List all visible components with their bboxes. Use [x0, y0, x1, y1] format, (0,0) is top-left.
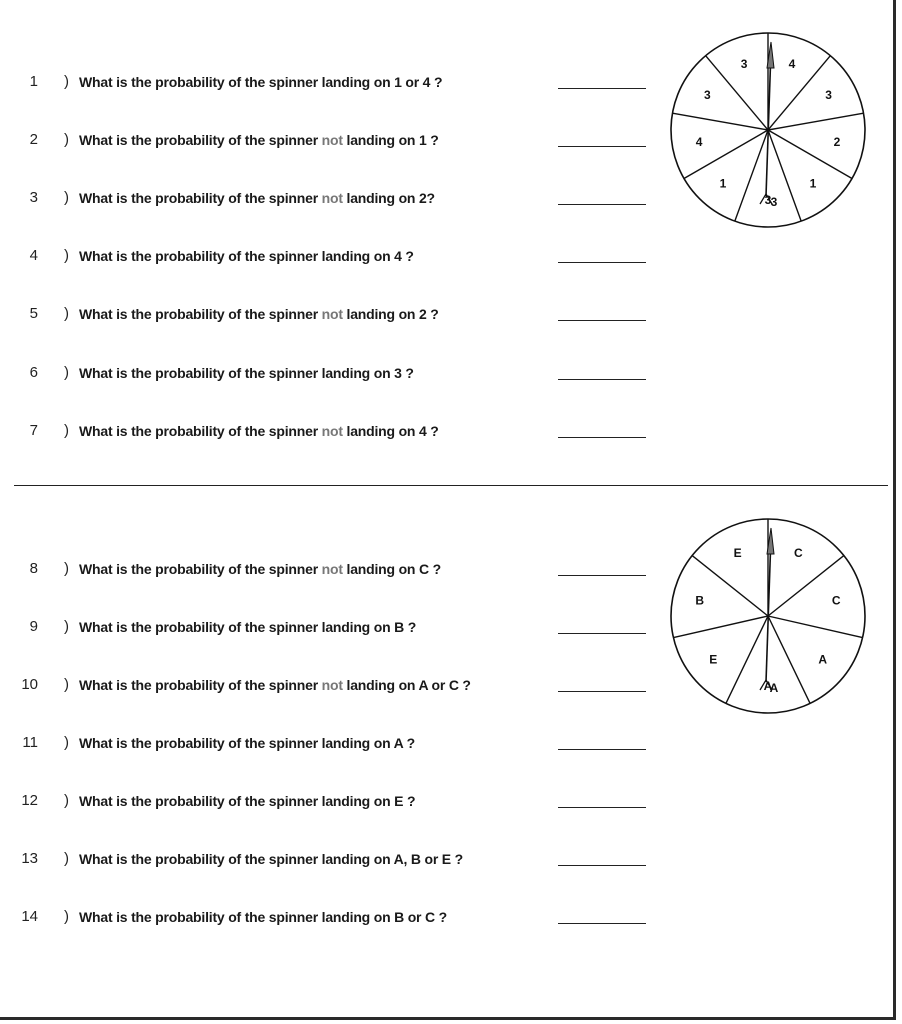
question-number: 4 [29, 247, 38, 264]
spinner-section-label: 4 [695, 135, 703, 150]
question-number: 5 [29, 305, 38, 322]
question-text-part: What is the probability of the spinner landing on B or C ? [79, 909, 447, 925]
question-paren: ) [64, 364, 69, 381]
question-number: 14 [21, 908, 38, 925]
negation-word: not [321, 561, 343, 577]
question-paren: ) [64, 247, 69, 264]
question-text [79, 677, 471, 693]
pointer-label: 3 [770, 195, 778, 209]
question-text [79, 851, 463, 867]
question-number: 1 [29, 73, 38, 90]
spinner-section-label: E [709, 652, 718, 667]
question-text-part: What is the probability of the spinner landing on E ? [79, 793, 416, 809]
question-number: 9 [29, 618, 38, 635]
question-text [79, 306, 439, 322]
question-text-part: What is the probability of the spinner landing on B ? [79, 619, 417, 635]
question-paren: ) [64, 73, 69, 90]
question-item [0, 792, 560, 814]
answer-blank[interactable] [558, 749, 646, 750]
answer-blank[interactable] [558, 437, 646, 438]
question-paren: ) [64, 189, 69, 206]
question-text-part: What is the probability of the spinner landing on 3 ? [79, 365, 414, 381]
question-text [79, 735, 415, 751]
question-number: 12 [21, 792, 38, 809]
answer-blank[interactable] [558, 262, 646, 263]
answer-blank[interactable] [558, 379, 646, 380]
spinner-section-label: 3 [704, 88, 711, 102]
spinner-section-label: 1 [719, 176, 727, 191]
answer-blank[interactable] [558, 204, 646, 205]
question-paren: ) [64, 131, 69, 148]
answer-blank[interactable] [558, 865, 646, 866]
question-number: 11 [22, 734, 38, 751]
question-text-part: What is the probability of the spinner [79, 190, 322, 206]
question-text-part: What is the probability of the spinner landing on A ? [79, 735, 416, 751]
question-item [0, 676, 560, 698]
section-divider [14, 485, 888, 486]
spinner-section-label: 1 [809, 176, 817, 191]
question-number: 6 [29, 364, 38, 381]
question-text [79, 909, 447, 925]
answer-blank[interactable] [558, 320, 646, 321]
spinner-section-label: 3 [825, 88, 832, 102]
spinner-section-label: A [763, 679, 773, 693]
spinner-section-label: 3 [740, 57, 748, 72]
question-text-part: What is the probability of the spinner landing on 1 or 4 ? [79, 74, 443, 90]
spinner-section-label: B [695, 593, 705, 608]
question-text-part: landing on 2? [342, 190, 435, 206]
question-text [79, 74, 442, 90]
question-number: 2 [29, 131, 38, 148]
pointer-label: A [769, 681, 779, 695]
letter-spinner [668, 516, 868, 716]
question-item [0, 247, 560, 269]
question-text [79, 619, 416, 635]
spinner-section-label: 3 [764, 193, 772, 207]
question-text [79, 248, 414, 264]
answer-blank[interactable] [558, 633, 646, 634]
spinner-section-label: A [818, 652, 828, 667]
question-number: 8 [29, 560, 38, 577]
question-text [79, 561, 441, 577]
question-item [0, 305, 560, 327]
question-number: 10 [21, 676, 38, 693]
question-text-part: What is the probability of the spinner [79, 132, 322, 148]
question-number: 3 [29, 189, 38, 206]
question-item [0, 560, 560, 582]
question-paren: ) [64, 792, 69, 809]
question-text [79, 365, 414, 381]
question-paren: ) [64, 908, 69, 925]
question-text-part: landing on A or C ? [342, 677, 471, 693]
question-item [0, 850, 560, 872]
negation-word: not [321, 190, 343, 206]
number-spinner [668, 30, 868, 230]
question-text-part: landing on 1 ? [342, 132, 439, 148]
question-paren: ) [64, 305, 69, 322]
negation-word: not [321, 132, 343, 148]
question-item [0, 618, 560, 640]
question-number: 7 [29, 422, 38, 439]
question-text-part: landing on 2 ? [342, 306, 439, 322]
question-text [79, 423, 439, 439]
question-text [79, 132, 439, 148]
question-text-part: What is the probability of the spinner [79, 677, 322, 693]
answer-blank[interactable] [558, 88, 646, 89]
question-text-part: What is the probability of the spinner [79, 306, 322, 322]
question-paren: ) [64, 850, 69, 867]
question-item [0, 73, 560, 95]
question-item [0, 131, 560, 153]
spinner-section-label: E [733, 545, 742, 560]
answer-blank[interactable] [558, 575, 646, 576]
question-text [79, 190, 435, 206]
question-item [0, 422, 560, 444]
answer-blank[interactable] [558, 807, 646, 808]
question-text-part: landing on 4 ? [342, 423, 439, 439]
answer-blank[interactable] [558, 146, 646, 147]
negation-word: not [321, 306, 343, 322]
question-paren: ) [64, 676, 69, 693]
question-text-part: What is the probability of the spinner landing on A, B or E ? [79, 851, 463, 867]
spinner-section-label: C [794, 545, 803, 560]
negation-word: not [321, 423, 343, 439]
question-paren: ) [64, 560, 69, 577]
question-text-part: What is the probability of the spinner landing on 4 ? [79, 248, 414, 264]
question-number: 13 [21, 850, 38, 867]
negation-word: not [321, 677, 343, 693]
question-item [0, 364, 560, 386]
spinner-section-label: 2 [833, 135, 841, 150]
question-paren: ) [64, 618, 69, 635]
question-item [0, 189, 560, 211]
answer-blank[interactable] [558, 691, 646, 692]
question-text-part: What is the probability of the spinner [79, 423, 322, 439]
question-item [0, 734, 560, 756]
question-paren: ) [64, 734, 69, 751]
spinner-section-label: C [831, 593, 841, 608]
question-text [79, 793, 415, 809]
question-item [0, 908, 560, 930]
question-text-part: What is the probability of the spinner [79, 561, 322, 577]
question-paren: ) [64, 422, 69, 439]
answer-blank[interactable] [558, 923, 646, 924]
spinner-section-label: 4 [788, 57, 796, 72]
question-text-part: landing on C ? [342, 561, 441, 577]
